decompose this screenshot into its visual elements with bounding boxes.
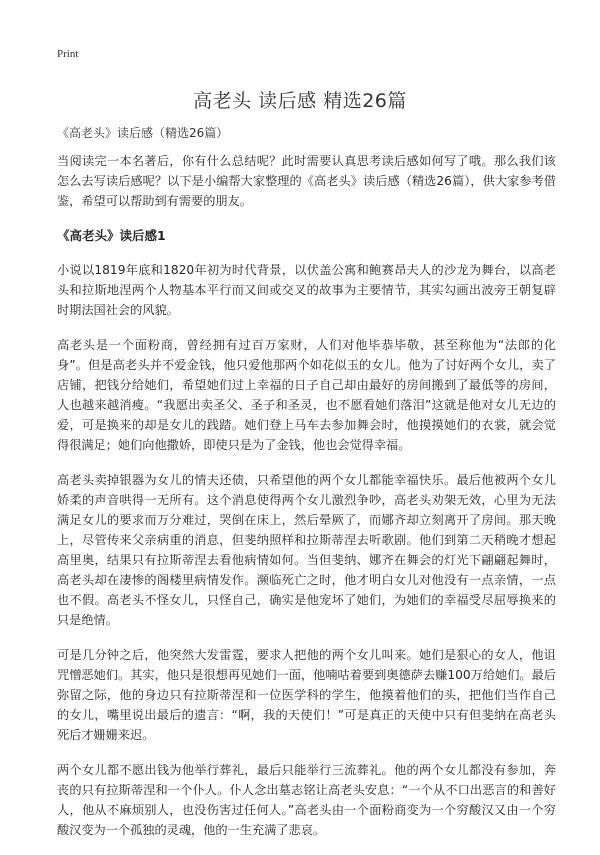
print-link[interactable]: Print <box>57 48 79 60</box>
section-heading: 《高老头》读后感1 <box>57 228 166 243</box>
body-paragraph: 两个女儿都不愿出钱为他举行葬礼，最后只能举行三流葬礼。他的两个女儿都没有参加，奔丧的只有拉斯蒂涅和一个仆人。仆人念出墓志铭让高老头安息：“一个从不口出恶言的和善好人，他从不麻烦别人，也没伤害过任何人。”高老头由一个面粉商变为一个穷酸汉又由一个穷酸汉变为一个孤独的灵魂，他的一生充满了悲哀。 <box>57 763 556 837</box>
article-body <box>57 151 556 855</box>
document-subtitle: 《高老头》读后感（精选26篇） <box>57 126 229 140</box>
intro-paragraph: 当阅读完一本名著后，你有什么总结呢？此时需要认真思考读后感如何写了哦。那么我们该怎么去写读后感呢？以下是小编帮大家整理的《高老头》读后感（精选26篇），供大家参考借鉴，希望可以帮助到有需要的朋友。 <box>57 154 556 208</box>
body-paragraph: 小说以1819年底和1820年初为时代背景，以伏盖公寓和鲍赛昂夫人的沙龙为舞台，以高老头和拉斯地涅两个人物基本平行而又间或交叉的故事为主要情节，其实勾画出波旁王朝复辟时期法国社会的风貌。 <box>57 263 556 317</box>
body-paragraph: 可是几分钟之后，他突然大发雷霆，要求人把他的两个女儿叫来。她们是狠心的女人，他诅咒憎恶她们。其实，他只是很想再见她们一面，他喃咕着要到奥德萨去赚100万给她们。最后弥留之际，他的身边只有拉斯蒂涅和一位医学科的学生，他摸着他们的头，把他们当作自己的女儿，嘴里说出最后的遗言：“啊，我的天使们！”可是真正的天使中只有但斐纳在高老头死后才姗姗来迟。 <box>57 648 556 742</box>
body-paragraph: 高老头卖掉银器为女儿的情夫还债，只希望他的两个女儿都能幸福快乐。最后他被两个女儿娇柔的声音哄得一无所有。这个消息使得两个女儿激烈争吵，高老头劝架无效，心里为无法满足女儿的要求而万分难过，哭倒在床上，然后晕厥了，而娜齐却立刻离开了房间。那天晚上，尽管传来父亲病重的消息，但斐纳照样和拉斯蒂涅去听歌剧。他们到第二天稍晚才想起高里奥，结果只有拉斯蒂涅去看他病情如何。当但斐纳、娜齐在舞会的灯光下翩翩起舞时，高老头却在凄惨的阁楼里病情发作。濒临死亡之时，他才明白女儿对他没有一点亲情，一点也不假。高老头不怪女儿，只怪自己，确实是他宠坏了她们，为她们的幸福受尽屈辱换来的只是绝情。 <box>57 473 556 627</box>
body-paragraph: 高老头是一个面粉商，曾经拥有过百万家财，人们对他毕恭毕敬，甚至称他为“法郎的化身”。但是高老头并不爱金钱，他只爱他那两个如花似玉的女儿。他为了讨好两个女儿，卖了店铺，把钱分给她们，希望她们过上幸福的日子自己却由最好的房间搬到了最低等的房间，人也越来越消瘦。“我愿出卖圣父、圣子和圣灵，也不愿看她们落泪”这就是他对女儿无边的爱，可是换来的却是女儿的践踏。她们登上马车去参加舞会时，他摸摸她们的衣裳，就会觉得很满足；她们向他撒娇，即使只是为了金钱，他也会觉得幸福。 <box>57 338 556 452</box>
page-title: 高老头 读后感 精选26篇 <box>193 90 407 112</box>
